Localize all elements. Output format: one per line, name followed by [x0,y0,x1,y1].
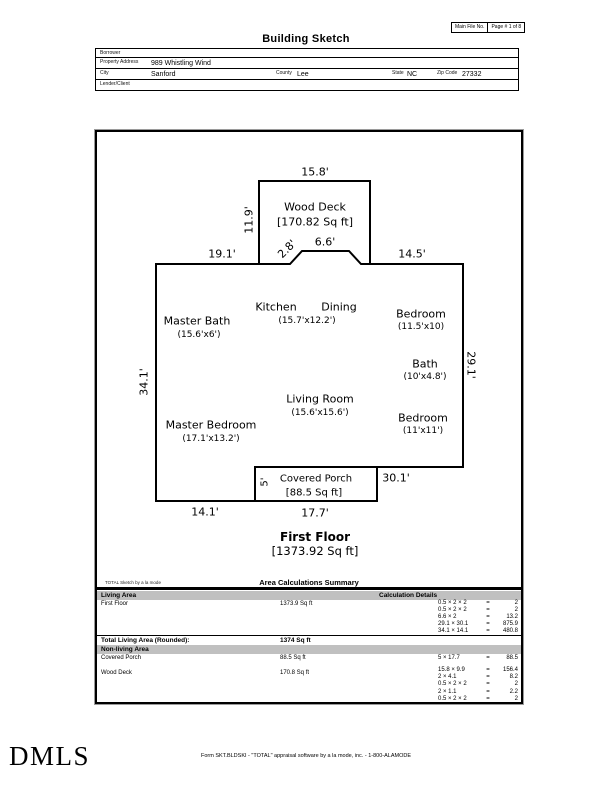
property-form [95,48,519,91]
calc-line: 15.8 × 9.9 = 156.4 [438,667,518,673]
state-label: State [392,70,404,76]
form-row-lender [96,80,518,90]
room-bath-dims: (10'x4.8') [403,372,447,382]
dim-porch-left: 5' [259,477,271,487]
nonliving-area-header: Non-living Area [101,646,149,653]
calc-line: 5 × 17.7 = 88.5 [438,655,518,661]
room-master-bath: Master Bath [163,314,231,328]
wood-deck-area: [170.82 Sq ft] [276,215,354,229]
covered-porch-calc-details [438,655,518,662]
living-area-band [97,591,521,600]
first-floor-area: [1373.92 Sq ft] [271,544,359,558]
calc-line: 0.5 × 2 × 2 = 2 [438,681,518,688]
room-living: Living Room [286,392,354,406]
property-address-value: 989 Whistling Wind [151,60,211,67]
calc-line: 2 × 4.1 = 8.2 [438,674,518,681]
dim-top-left: 19.1' [208,247,236,261]
state-value: NC [407,71,418,78]
first-floor-title: First Floor [279,530,351,544]
county-value: Lee [297,71,309,78]
zip-value: 27332 [462,71,482,78]
dim-bottom-left: 14.1' [191,505,219,519]
room-master-bedroom: Master Bedroom [165,418,257,432]
dim-deck-top: 15.8' [301,165,329,179]
dim-top-right: 14.5' [398,247,426,261]
room-covered-porch: Covered Porch [279,473,353,485]
dim-deck-left: 11.9' [242,206,256,234]
calc-line: 6.6 × 2 = 13.2 [438,614,518,620]
property-address-label: Property Address [100,59,139,65]
dmls-logo: DMLS [9,741,91,771]
room-kitchen-dining-dims: (15.7'x12.2') [278,316,336,326]
room-bedroom-1: Bedroom [396,307,446,321]
wood-deck-calc-details [438,667,518,703]
first-floor-calc-details [438,600,518,635]
main-file-no-label: Main File No. [455,24,485,30]
room-kitchen: Kitchen [255,300,297,314]
room-dining: Dining [321,300,357,314]
nonliving-area-band [97,645,521,654]
city-label: City [100,70,109,76]
dim-bottom-right: 30.1' [382,471,410,485]
form-row-borrower [96,49,518,58]
area-calc-summary-title: Area Calculations Summary [259,578,359,587]
dim-right-wall: 29.1' [464,351,478,379]
row-wood-deck-area: 170.8 Sq ft [280,670,310,676]
calc-thin-rule [97,635,521,636]
dim-bay-diagonal: 2.8' [275,237,299,261]
page-number-label: Page # 1 of 8 [487,23,524,32]
dim-bay-top: 6.6' [314,235,336,249]
room-bedroom-1-dims: (11.5'x10) [397,322,445,332]
calc-line: 34.1 × 14.1 = 480.8 [438,628,518,634]
form-row-city [96,69,518,80]
room-bedroom-2: Bedroom [398,411,448,425]
dim-left-wall: 34.1' [137,368,151,396]
wood-deck-label: Wood Deck [284,200,346,214]
calc-line: 0.5 × 2 × 2 = 2 [438,695,518,702]
total-living-value: 1374 Sq ft [280,637,311,644]
room-master-bedroom-dims: (17.1'x13.2') [182,434,240,444]
calc-details-header: Calculation Details [379,592,438,599]
calc-line: 29.1 × 30.1 = 875.9 [438,621,518,627]
row-first-floor-area: 1373.9 Sq ft [280,601,313,607]
row-wood-deck-name: Wood Deck [101,670,132,676]
file-page-table [451,22,525,33]
county-label: County [276,70,292,76]
calc-line: 0.5 × 2 × 2 = 2 [438,600,518,606]
living-area-header: Living Area [101,592,137,599]
calc-line: 2 × 1.1 = 2.2 [438,688,518,695]
dim-porch-bottom: 17.7' [301,506,329,520]
row-covered-porch-name: Covered Porch [101,655,142,661]
calc-line: 0.5 × 2 × 2 = 2 [438,607,518,613]
form-row-address [96,58,518,69]
footer-form-credit: Form SKT.BLDSKI - "TOTAL" appraisal software by a la mode, inc. - 1-800-ALAMODE [200,753,412,759]
total-living-label: Total Living Area (Rounded): [101,637,190,644]
building-sketch-panel [95,130,523,704]
borrower-label: Borrower [100,50,121,56]
room-bedroom-2-dims: (11'x11') [402,426,444,436]
row-first-floor-name: First Floor [101,601,128,607]
total-sketch-watermark: TOTAL Sketch by a la mode [105,580,161,585]
lender-client-label: Lender/Client [100,81,130,87]
room-covered-porch-area: [88.5 Sq ft] [285,487,343,499]
calc-heavy-rule [97,587,521,590]
zip-label: Zip Code [437,70,458,76]
room-living-dims: (15.6'x15.6') [291,408,349,418]
room-master-bath-dims: (15.6'x6') [177,330,221,340]
row-covered-porch-area: 88.5 Sq ft [280,655,306,661]
city-value: Sanford [151,71,176,78]
room-bath: Bath [412,357,438,371]
page-title: Building Sketch [262,33,350,45]
